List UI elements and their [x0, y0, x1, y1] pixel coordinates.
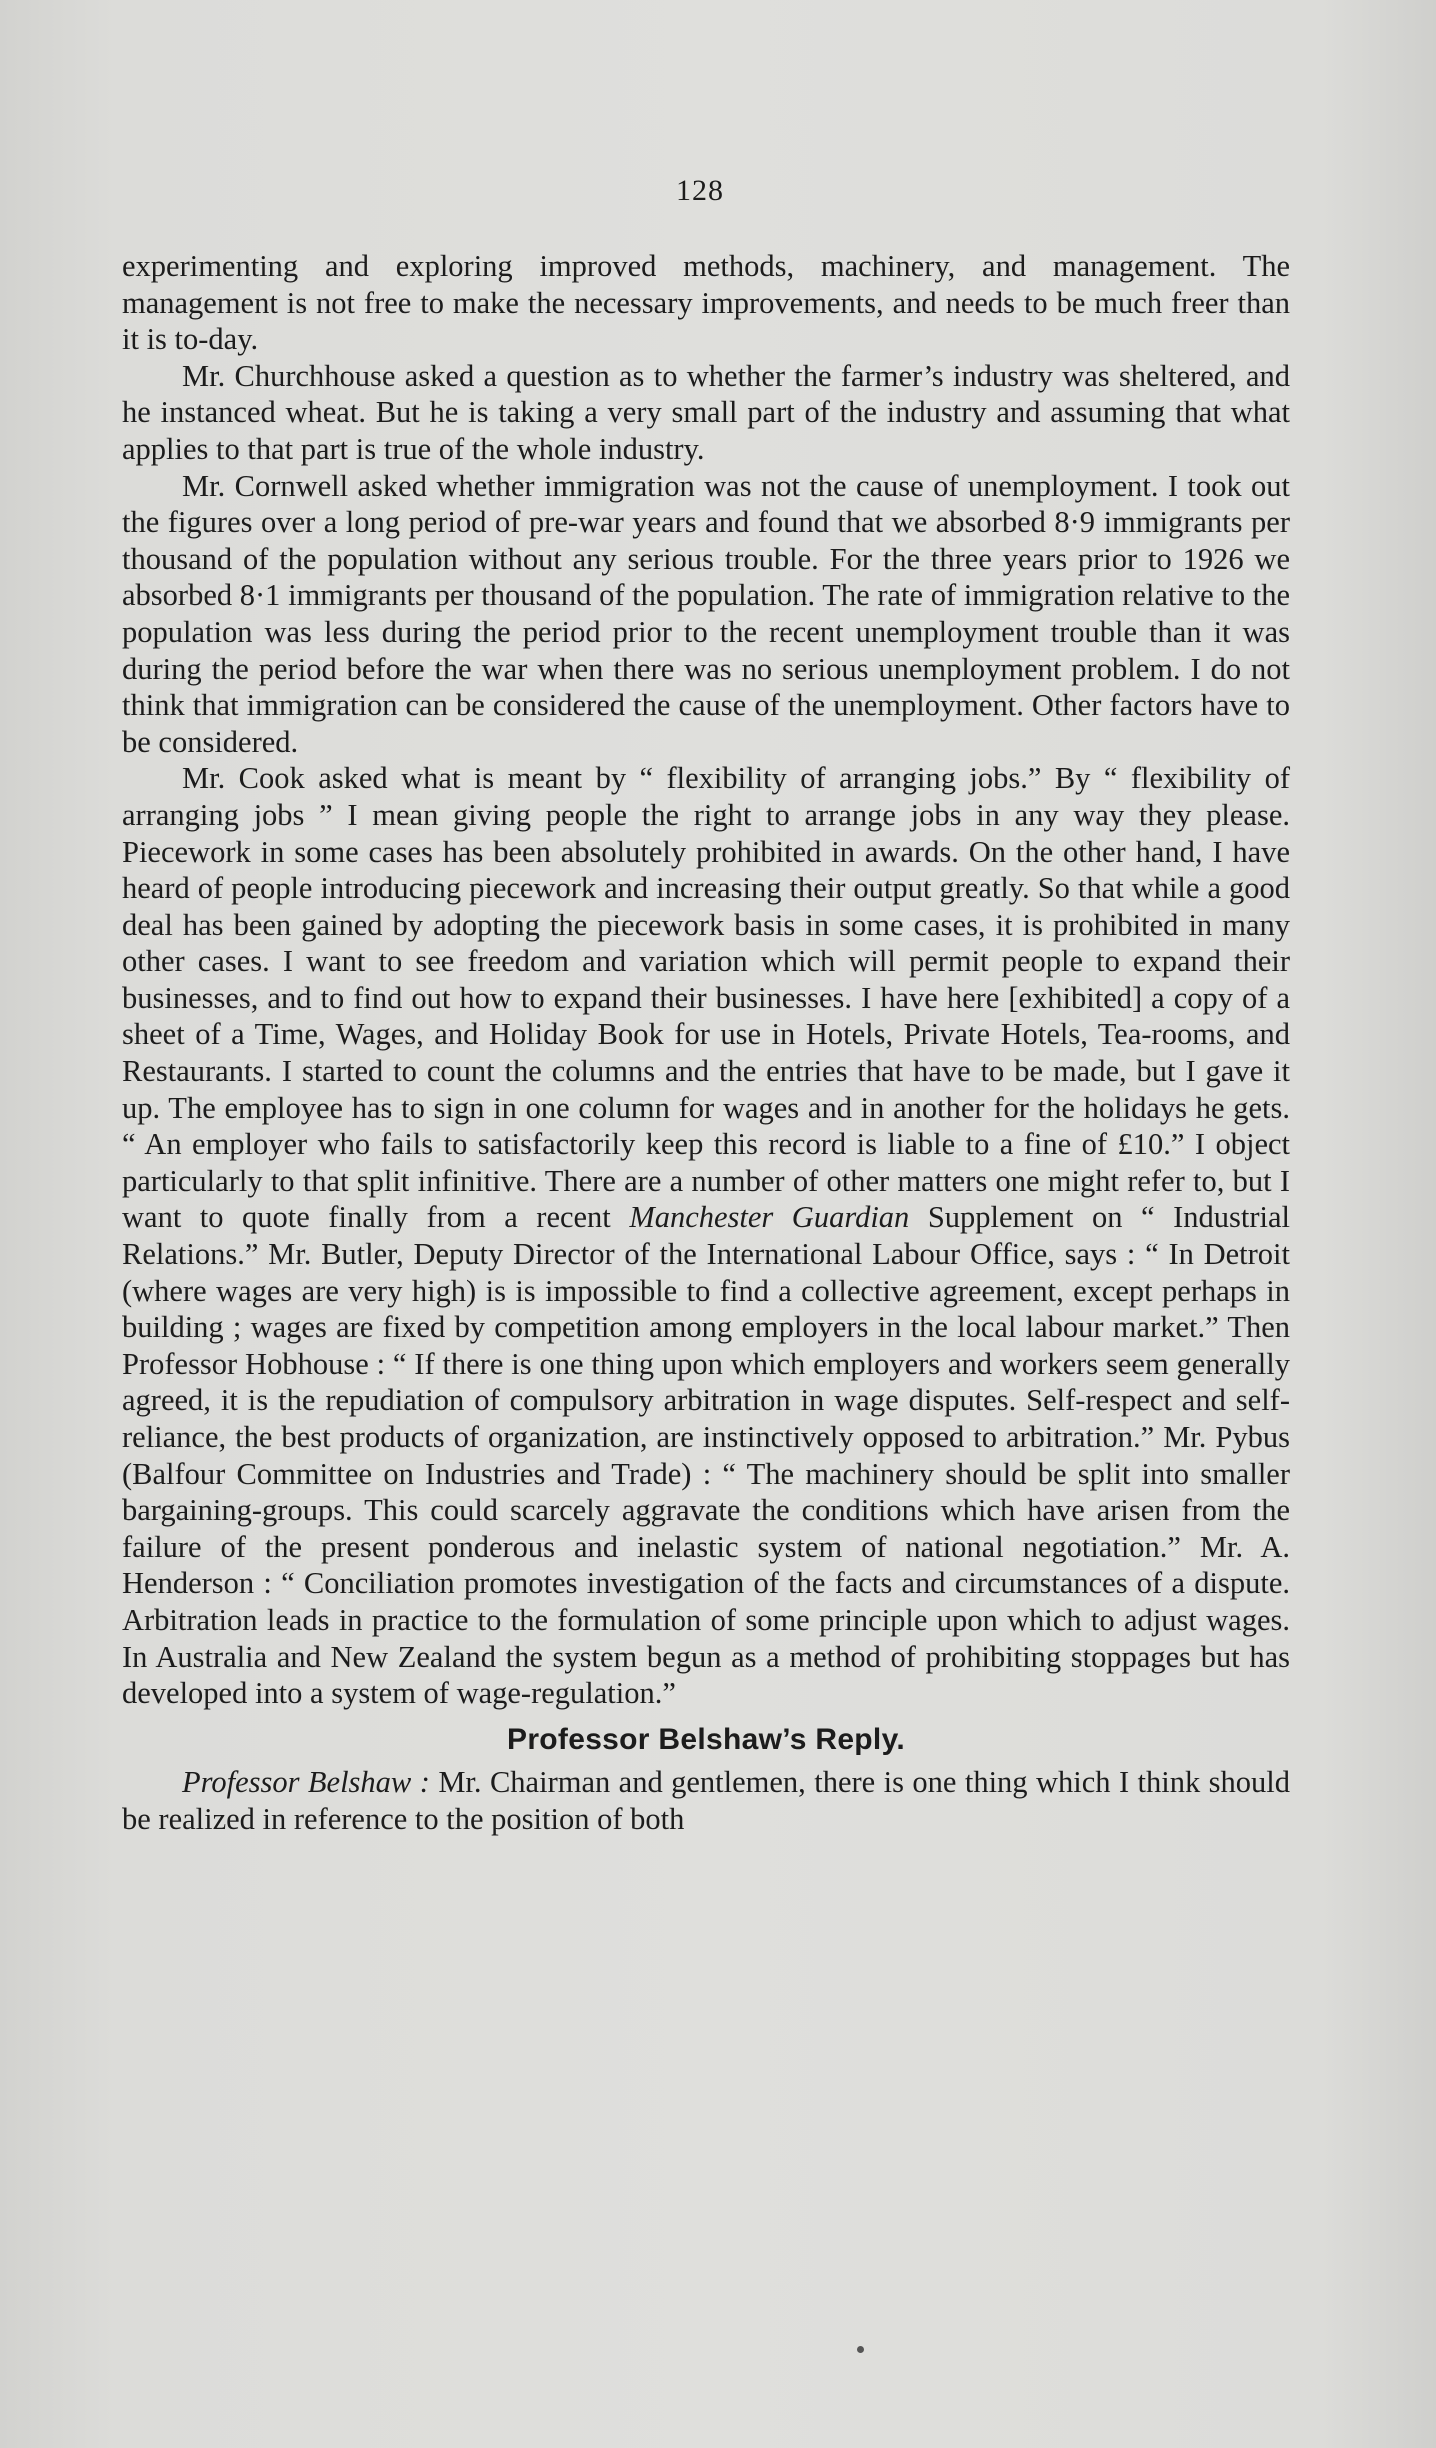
paragraph-reply — [122, 1764, 1290, 1837]
section-heading: Professor Belshaw’s Reply. — [507, 1722, 905, 1756]
paragraph-churchhouse: Mr. Churchhouse asked a question as to whether the farmer’s industry was sheltered, and he instanced wheat. But he is taking a very small part of the industry and assuming that what applies to that part is true of the whole industry. — [122, 358, 1290, 466]
paper-speck — [857, 2346, 864, 2353]
newspaper-title: Manchester Guardian — [629, 1200, 910, 1235]
paragraph-cook-continued: Supplement on “ Industrial Relations.” Mr. Butler, Deputy Director of the International Labour Office, says : “ In Detroit (where wages are very high) is is impossible to find a collective agreement, except perhaps in building ; wages are fixed by competition among employers in the local labour market.” Then Professor Hobhouse : “ If there is one thing upon which employers and workers seem generally agreed, it is the repudiation of compulsory arbitration in wage disputes. Self-respect and self-reliance, the best products of organization, are instinctively opposed to arbitration.” Mr. Pybus (Balfour Committee on Industries and Trade) : “ The machinery should be split into smaller bargaining-groups. This could scarcely aggravate the conditions which have arisen from the failure of the present ponderous and inelastic system of national negotiation.” Mr. A. Henderson : “ Conciliation promotes investigation of the facts and circumstances of a dispute. Arbitration leads in practice to the formulation of some principle upon which to adjust wages. In Australia and New Zealand the system begun as a method of prohibiting stoppages but has developed into a system of wage-regulation.” — [122, 1200, 1290, 1711]
reply-speaker: Professor Belshaw : — [182, 1765, 430, 1800]
paragraph-continuation: experimenting and exploring improved methods, machinery, and management. The management is not free to make the necessary improvements, and needs to be much freer than it is to-day. — [122, 249, 1290, 357]
page-number: 128 — [676, 174, 724, 207]
paragraph-cook — [122, 760, 1290, 1711]
paragraph-cornwell: Mr. Cornwell asked whether immigration was not the cause of unemployment. I took out the figures over a long period of pre-war years and found that we absorbed 8·9 immigrants per thousand of the population without any serious trouble. For the three years prior to 1926 we absorbed 8·1 immigrants per thousand of the population. The rate of immigration relative to the population was less during the period prior to the recent unemployment trouble than it was during the period before the war when there was no serious unemployment problem. I do not think that immigration can be considered the cause of the unemployment. Other factors have to be considered. — [122, 468, 1290, 759]
paragraph-cook-text: Mr. Cook asked what is meant by “ flexibility of arranging jobs.” By “ flexibility of arranging jobs ” I mean giving people the right to arrange jobs in any way they please. Piecework in some cases has been absolutely prohibited in awards. On the other hand, I have heard of people introducing piecework and increasing their output greatly. So that while a good deal has been gained by adopting the piecework basis in some cases, it is prohibited in many other cases. I want to see freedom and variation which will permit people to expand their businesses, and to find out how to expand their businesses. I have here [exhibited] a copy of a sheet of a Time, Wages, and Holiday Book for use in Hotels, Private Hotels, Tea-rooms, and Restaurants. I started to count the columns and the entries that have to be made, but I gave it up. The employee has to sign in one column for wages and in another for the holidays he gets. “ An employer who fails to satisfactorily keep this record is liable to a fine of £10.” I object particularly to that split infinitive. There are a number of other matters one might refer to, but I want to quote finally from a recent — [122, 761, 1290, 1235]
reply-text: Mr. Chairman and gentlemen, there is one thing which I think should be realized in reference to the position of both — [122, 1765, 1291, 1836]
body-text — [122, 248, 1290, 1838]
